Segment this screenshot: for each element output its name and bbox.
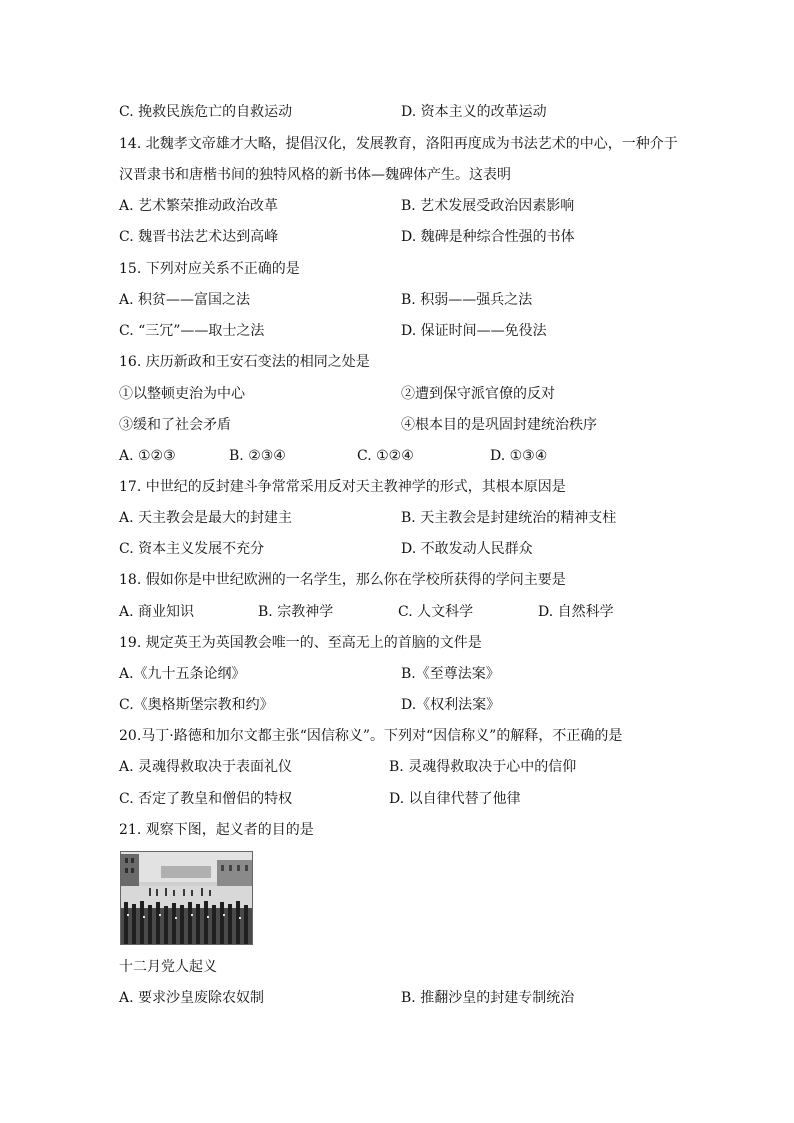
q17-option-a: A. 天主教会是最大的封建主	[119, 510, 293, 526]
q19-stem: 19. 规定英王为英国教会唯一的、至高无上的首脑的文件是	[119, 635, 482, 651]
q18-options-row	[119, 603, 679, 621]
q19-option-a: A.《九十五条论纲》	[119, 666, 246, 682]
q21-options-row-1	[119, 989, 679, 1007]
q21-option-b: B. 推翻沙皇的封建专制统治	[401, 990, 575, 1006]
q17-options-row-2	[119, 540, 679, 558]
q18-option-c: C. 人文科学	[398, 604, 474, 620]
q13-option-d: D. 资本主义的改革运动	[401, 104, 547, 120]
q14-stem-line-1: 14. 北魏孝文帝雄才大略，提倡汉化，发展教育，洛阳再度成为书法艺术的中心，一种介于	[119, 136, 678, 152]
q20-options-row-1	[119, 758, 679, 776]
q20-option-b: B. 灵魂得救取决于心中的信仰	[389, 759, 577, 775]
q13-option-c: C. 挽救民族危亡的自救运动	[119, 104, 293, 120]
engraving-illustration	[121, 852, 252, 944]
q16-option-b: B. ②③④	[229, 448, 286, 464]
q17-option-c: C. 资本主义发展不充分	[119, 541, 265, 557]
q16-items-row-2	[119, 416, 679, 434]
q19-option-b: B.《至尊法案》	[401, 666, 500, 682]
q14-option-b: B. 艺术发展受政治因素影响	[401, 198, 575, 214]
q14-option-d: D. 魏碑是种综合性强的书体	[401, 229, 575, 245]
q16-options-row	[119, 447, 679, 465]
q16-item-2: ②遭到保守派官僚的反对	[401, 386, 555, 402]
q21-figure-caption: 十二月党人起义	[119, 959, 217, 975]
q19-options-row-1	[119, 665, 679, 683]
q16-item-3: ③缓和了社会矛盾	[119, 417, 231, 433]
q14-option-c: C. 魏晋书法艺术达到高峰	[119, 229, 279, 245]
q16-item-1: ①以整顿吏治为中心	[119, 386, 245, 402]
q17-option-b: B. 天主教会是封建统治的精神支柱	[401, 510, 617, 526]
q19-options-row-2	[119, 696, 679, 714]
q20-option-c: C. 否定了教皇和僧侣的特权	[119, 791, 293, 807]
q17-stem: 17. 中世纪的反封建斗争常常采用反对天主教神学的形式，其根本原因是	[119, 479, 566, 495]
q21-option-a: A. 要求沙皇废除农奴制	[119, 990, 265, 1006]
q15-option-a: A. 积贫——富国之法	[119, 292, 251, 308]
q15-option-d: D. 保证时间——免役法	[401, 323, 547, 339]
q16-option-d: D. ①③④	[490, 448, 548, 464]
q14-stem-line-2: 汉晋隶书和唐楷书间的独特风格的新书体—魏碑体产生。这表明	[119, 167, 511, 183]
q18-option-d: D. 自然科学	[538, 604, 614, 620]
q21-stem: 21. 观察下图，起义者的目的是	[119, 822, 314, 838]
q13-options-row	[119, 103, 679, 121]
q18-stem: 18. 假如你是中世纪欧洲的一名学生，那么你在学校所获得的学问主要是	[119, 572, 566, 588]
q15-stem: 15. 下列对应关系不正确的是	[119, 261, 300, 277]
q18-option-a: A. 商业知识	[119, 604, 195, 620]
q17-options-row-1	[119, 509, 679, 527]
q15-options-row-1	[119, 291, 679, 309]
q15-option-b: B. 积弱——强兵之法	[401, 292, 533, 308]
q20-options-row-2	[119, 790, 679, 808]
q16-option-a: A. ①②③	[119, 448, 176, 464]
q17-option-d: D. 不敢发动人民群众	[401, 541, 533, 557]
decembrist-revolt-image	[120, 851, 253, 945]
q16-stem: 16. 庆历新政和王安石变法的相同之处是	[119, 354, 370, 370]
q16-items-row-1	[119, 385, 679, 403]
q18-option-b: B. 宗教神学	[258, 604, 334, 620]
q14-options-row-2	[119, 228, 679, 246]
q16-item-4: ④根本目的是巩固封建统治秩序	[401, 417, 597, 433]
q19-option-c: C.《奥格斯堡宗教和约》	[119, 697, 274, 713]
q20-option-d: D. 以自律代替了他律	[389, 791, 521, 807]
q14-option-a: A. 艺术繁荣推动政治改革	[119, 198, 279, 214]
q19-option-d: D.《权利法案》	[401, 697, 501, 713]
q20-option-a: A. 灵魂得救取决于表面礼仪	[119, 759, 293, 775]
q16-option-c: C. ①②④	[357, 448, 414, 464]
q20-stem: 20.马丁·路德和加尔文都主张“因信称义”。下列对“因信称义”的解释，不正确的是	[119, 728, 623, 744]
q14-options-row-1	[119, 197, 679, 215]
q15-options-row-2	[119, 322, 679, 340]
q15-option-c: C. “三冗”——取士之法	[119, 323, 265, 339]
